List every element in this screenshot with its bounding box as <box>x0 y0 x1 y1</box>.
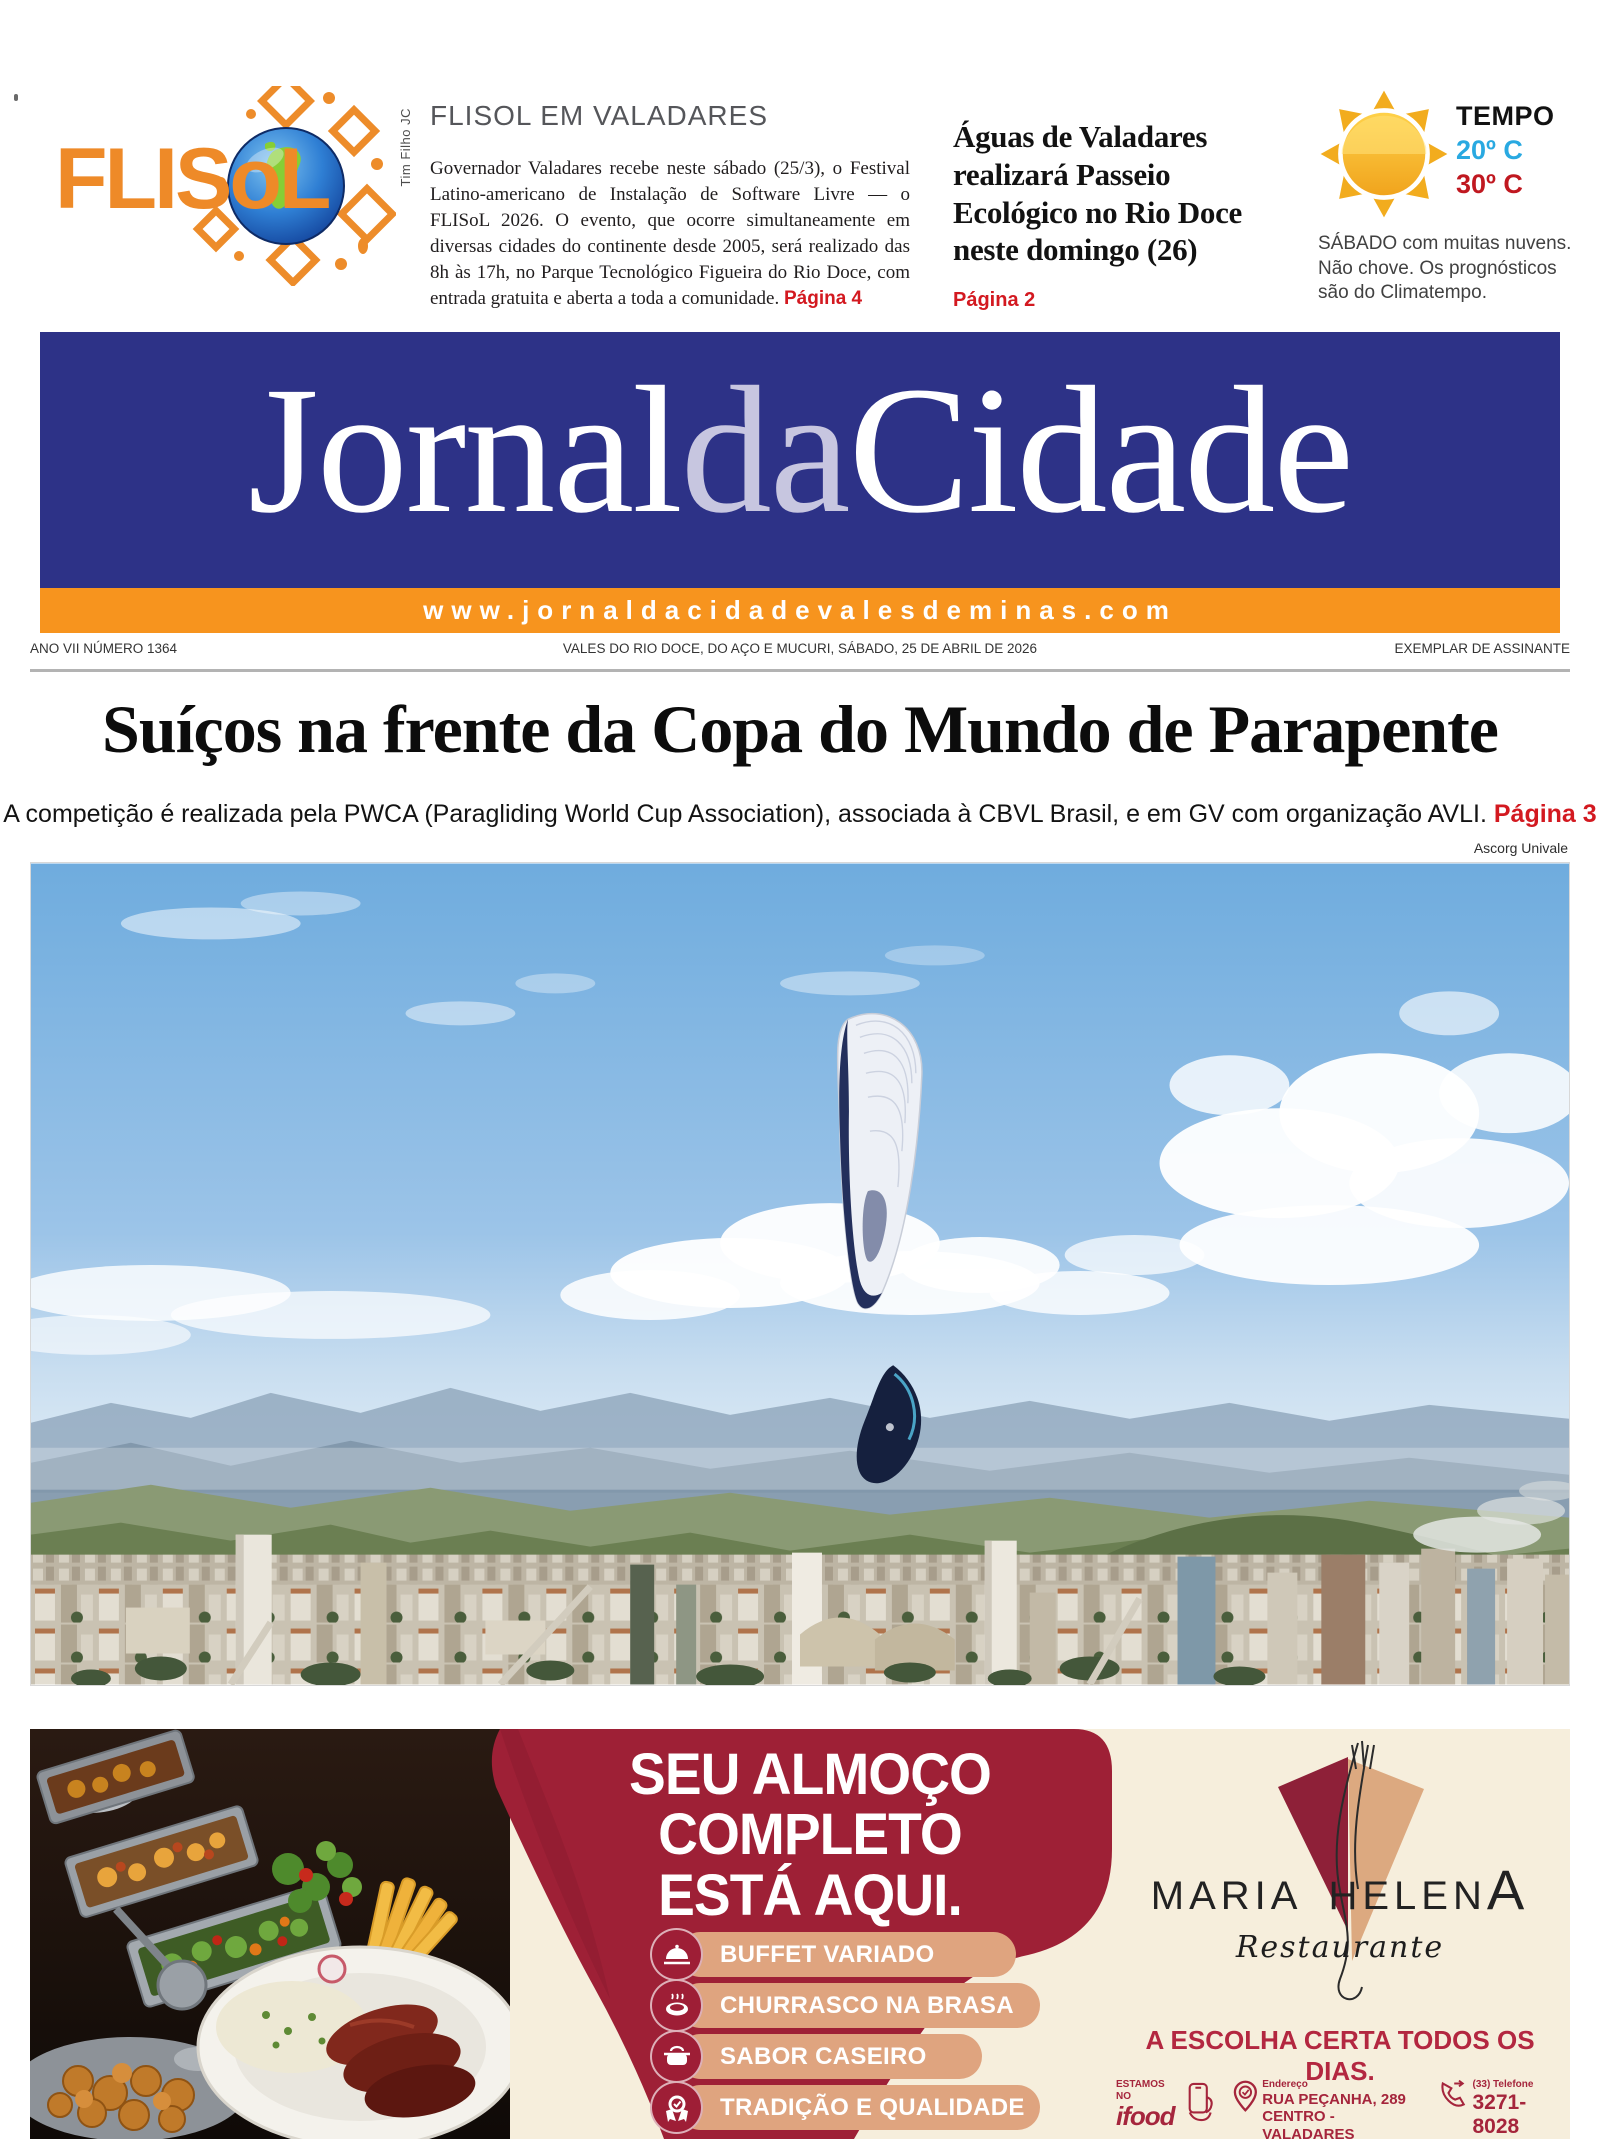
lead-headline: Suíços na frente da Copa do Mundo de Parapente <box>102 691 1498 767</box>
phone-number[interactable]: 3271-8028 <box>1472 2091 1527 2138</box>
phone-block <box>1439 2079 1568 2139</box>
ifood-badge <box>1116 2079 1217 2139</box>
address-line2: CENTRO - VALADARES <box>1262 2108 1355 2139</box>
phone-label: (33) Telefone <box>1472 2079 1534 2090</box>
aguas-page-link[interactable]: Página 2 <box>953 289 1036 312</box>
aguas-article <box>953 118 1275 312</box>
brand-maria: MARIA <box>1150 1874 1303 1918</box>
restaurant-ad[interactable] <box>30 1729 1570 2139</box>
quality-medal-icon <box>650 2081 703 2134</box>
dateline <box>30 641 1570 656</box>
website-url[interactable]: www.jornaldacidadevalesdeminas.com <box>423 595 1177 625</box>
edition-date: VALES DO RIO DOCE, DO AÇO E MUCURI, SÁBADO, 25 DE ABRIL DE 2026 <box>562 641 1038 656</box>
weather-label: TEMPO <box>1456 101 1555 131</box>
sun-icon <box>1318 88 1450 220</box>
website-bar <box>40 588 1560 633</box>
ifood-label: ESTAMOS NO <box>1116 2079 1165 2102</box>
restaurant-subtitle: Restaurante <box>1235 1930 1445 1965</box>
list-item <box>678 1983 1040 2028</box>
lead-photo-credit: Ascorg Univale <box>1473 840 1568 856</box>
list-item <box>678 1932 1040 1977</box>
title-cidade: Cidade <box>848 350 1353 551</box>
list-item <box>678 2085 1040 2130</box>
newspaper-title <box>247 350 1353 560</box>
ad-feature-list <box>678 1932 1040 2136</box>
title-da: da <box>680 350 849 551</box>
subscriber-label: EXEMPLAR DE ASSINANTE <box>1394 641 1570 656</box>
lead-subhead <box>0 800 1600 829</box>
ad-tagline: A ESCOLHA CERTA TODOS OS DIAS. <box>1145 2025 1535 2086</box>
list-item <box>678 2034 1040 2079</box>
ifood-logo: ifood <box>1116 2101 1175 2131</box>
address-label: Endereço <box>1262 2079 1308 2090</box>
feature-pill: CHURRASCO NA BRASA <box>678 1983 1040 2028</box>
flisol-article-title: FLISOL EM VALADARES <box>430 100 768 131</box>
aerial-city-paraglider-photo <box>31 863 1569 1685</box>
ad-headline-line2: COMPLETO <box>658 1802 962 1868</box>
address-line1: RUA PEÇANHA, 289 <box>1262 2091 1406 2108</box>
ad-headline-line1: SEU ALMOÇO <box>629 1742 991 1807</box>
flisol-logo <box>55 88 390 288</box>
ad-headline <box>615 1742 1005 1928</box>
brand-helen: HELEN <box>1328 1874 1487 1918</box>
feature-pill: TRADIÇÃO E QUALIDADE <box>678 2085 1040 2130</box>
ad-contacts <box>1116 2079 1568 2139</box>
feature-pill: SABOR CASEIRO <box>678 2034 982 2079</box>
corner-mark <box>14 94 18 101</box>
flisol-article <box>430 100 910 312</box>
lead-photo <box>30 862 1570 1686</box>
pot-icon <box>650 2030 703 2083</box>
photographer-credit: Tim Filho JC <box>398 108 413 187</box>
lead-page-link[interactable]: Página 3 <box>1493 800 1597 828</box>
brand-final-a: A <box>1486 1858 1530 1921</box>
restaurant-brand-zone <box>1110 1729 1570 2139</box>
edition-number: ANO VII NÚMERO 1364 <box>30 641 178 656</box>
address-block <box>1233 2079 1423 2139</box>
phone-icon <box>1439 2079 1468 2107</box>
weather-low-temp: 20º C <box>1456 134 1523 165</box>
lead-subhead-text: A competição é realizada pela PWCA (Paragliding World Cup Association), associada à CBVL Brasil, e em GV com organização AVLI. <box>3 800 1494 828</box>
flisol-article-body <box>430 156 910 312</box>
aguas-article-title: Águas de Valadares realizará Passeio Ecológico no Rio Doce neste domingo (26) <box>953 119 1243 268</box>
weather-forecast: SÁBADO com muitas nuvens. Não chove. Os prognósticos são do Climatempo. <box>1318 233 1572 304</box>
divider-rule <box>30 669 1570 672</box>
hand-phone-icon <box>1184 2079 1216 2125</box>
flisol-logo-text: FLISoL <box>55 131 329 227</box>
grilled-meat-icon <box>650 1979 703 2032</box>
weather-widget <box>1318 88 1586 306</box>
weather-high-temp: 30º C <box>1456 168 1523 199</box>
feature-pill: BUFFET VARIADO <box>678 1932 1016 1977</box>
restaurant-name <box>1110 1857 1570 1922</box>
buffet-cloche-icon <box>650 1928 703 1981</box>
flisol-article-text: Governador Valadares recebe neste sábado (25/3), o Festival Latino-americano de Instalação de Software Livre — o FLISoL 2026. O evento, que ocorre simultaneamente em diversas cidades do continente desde 2005, será realizado das 8h às 17h, no Parque Tecnológico Figueira do Rio Doce, com entrada gratuita e aberta a toda a comunidade. <box>430 158 910 310</box>
location-pin-icon <box>1233 2079 1258 2113</box>
flisol-page-link[interactable]: Página 4 <box>783 288 863 310</box>
title-jornal: Jornal <box>247 350 681 551</box>
masthead <box>40 332 1560 588</box>
ad-headline-line3: ESTÁ AQUI. <box>658 1862 962 1928</box>
